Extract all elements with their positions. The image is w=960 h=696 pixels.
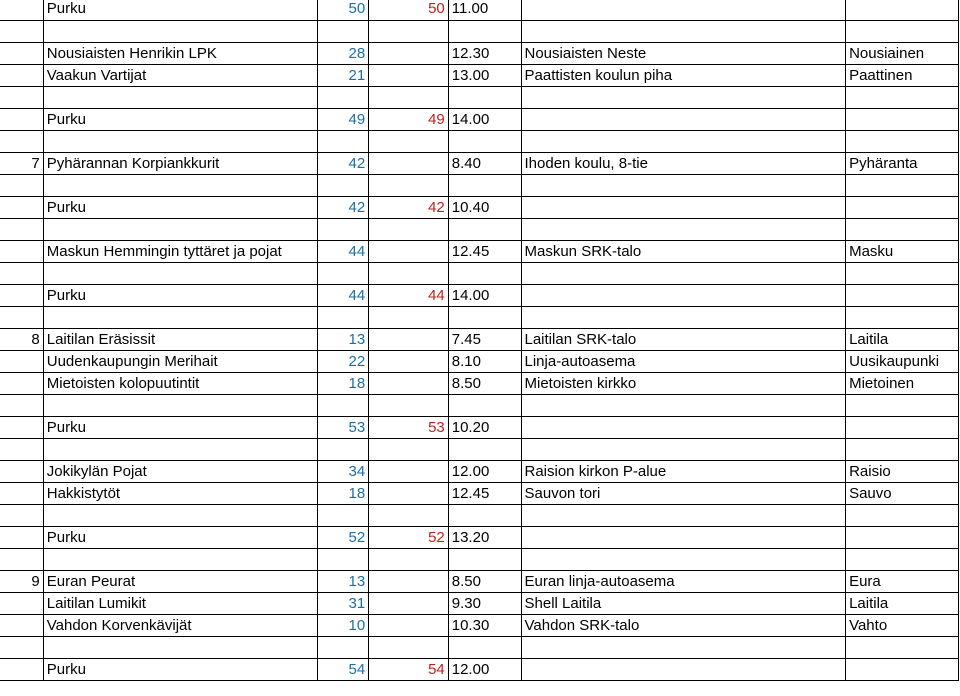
cell-number[interactable] [0, 505, 43, 527]
cell-location[interactable]: Euran linja-autoasema [521, 571, 846, 593]
cell-location[interactable] [521, 637, 846, 659]
table-row [0, 43, 959, 65]
cell-location[interactable] [521, 219, 846, 241]
cell-count[interactable] [318, 307, 369, 329]
cell-town[interactable] [846, 0, 959, 21]
cell-group-name[interactable] [43, 263, 318, 285]
table-row [0, 241, 959, 263]
cell-total[interactable]: 54 [369, 659, 449, 681]
cell-count[interactable]: 44 [318, 241, 369, 263]
cell-group-name[interactable]: Maskun Hemmingin tyttäret ja pojat [43, 241, 318, 263]
cell-time[interactable] [448, 131, 521, 153]
cell-total[interactable] [369, 351, 449, 373]
cell-group-name[interactable]: Euran Peurat [43, 571, 318, 593]
cell-count[interactable] [318, 395, 369, 417]
cell-total[interactable]: 50 [369, 0, 449, 21]
cell-total[interactable] [369, 549, 449, 571]
cell-time[interactable] [448, 549, 521, 571]
cell-total[interactable] [369, 615, 449, 637]
cell-total[interactable]: 42 [369, 197, 449, 219]
cell-town[interactable] [846, 285, 959, 307]
cell-group-name[interactable] [43, 395, 318, 417]
cell-town[interactable] [846, 505, 959, 527]
table-row [0, 505, 959, 527]
cell-total[interactable] [369, 637, 449, 659]
cell-total[interactable] [369, 329, 449, 351]
cell-total[interactable] [369, 241, 449, 263]
cell-total[interactable]: 44 [369, 285, 449, 307]
table-row [0, 351, 959, 373]
cell-town[interactable] [846, 659, 959, 681]
cell-time[interactable] [448, 21, 521, 43]
table-row [0, 615, 959, 637]
cell-group-name[interactable] [43, 87, 318, 109]
cell-location[interactable] [521, 197, 846, 219]
cell-town[interactable] [846, 549, 959, 571]
cell-time[interactable] [448, 87, 521, 109]
cell-count[interactable]: 44 [318, 285, 369, 307]
cell-location[interactable] [521, 0, 846, 21]
cell-time[interactable]: 11.00 [448, 0, 521, 21]
cell-group-name[interactable]: Mietoisten kolopuutintit [43, 373, 318, 395]
cell-time[interactable] [448, 395, 521, 417]
cell-number[interactable] [0, 43, 43, 65]
cell-location[interactable]: Mietoisten kirkko [521, 373, 846, 395]
cell-total[interactable] [369, 263, 449, 285]
cell-total[interactable] [369, 593, 449, 615]
cell-location[interactable] [521, 417, 846, 439]
cell-count[interactable] [318, 439, 369, 461]
cell-location[interactable] [521, 527, 846, 549]
cell-number[interactable] [0, 263, 43, 285]
cell-town[interactable] [846, 637, 959, 659]
cell-location[interactable] [521, 87, 846, 109]
cell-total[interactable] [369, 461, 449, 483]
cell-count[interactable]: 10 [318, 615, 369, 637]
cell-time[interactable]: 7.45 [448, 329, 521, 351]
cell-number[interactable] [0, 197, 43, 219]
cell-time[interactable]: 10.30 [448, 615, 521, 637]
cell-total[interactable] [369, 307, 449, 329]
cell-count[interactable]: 13 [318, 329, 369, 351]
cell-time[interactable] [448, 307, 521, 329]
cell-group-name[interactable]: Vahdon Korvenkävijät [43, 615, 318, 637]
table-row [0, 373, 959, 395]
cell-number[interactable] [0, 109, 43, 131]
cell-group-name[interactable] [43, 307, 318, 329]
cell-location[interactable]: Nousiaisten Neste [521, 43, 846, 65]
cell-town[interactable]: Vahto [846, 615, 959, 637]
cell-group-name[interactable] [43, 219, 318, 241]
cell-time[interactable]: 12.30 [448, 43, 521, 65]
cell-group-name[interactable] [43, 549, 318, 571]
cell-group-name[interactable]: Purku [43, 285, 318, 307]
cell-town[interactable]: Raisio [846, 461, 959, 483]
cell-count[interactable] [318, 549, 369, 571]
table-row [0, 417, 959, 439]
cell-location[interactable] [521, 395, 846, 417]
cell-group-name[interactable] [43, 131, 318, 153]
cell-total[interactable] [369, 175, 449, 197]
cell-location[interactable] [521, 505, 846, 527]
cell-number[interactable] [0, 0, 43, 21]
cell-time[interactable]: 8.50 [448, 373, 521, 395]
cell-number[interactable] [0, 65, 43, 87]
cell-count[interactable] [318, 263, 369, 285]
cell-count[interactable] [318, 505, 369, 527]
cell-time[interactable]: 10.40 [448, 197, 521, 219]
cell-number[interactable] [0, 373, 43, 395]
cell-group-name[interactable]: Laitilan Lumikit [43, 593, 318, 615]
cell-number[interactable] [0, 307, 43, 329]
cell-count[interactable]: 42 [318, 153, 369, 175]
cell-location[interactable] [521, 285, 846, 307]
cell-number[interactable] [0, 417, 43, 439]
cell-town[interactable]: Mietoinen [846, 373, 959, 395]
cell-town[interactable]: Paattinen [846, 65, 959, 87]
cell-town[interactable] [846, 219, 959, 241]
cell-town[interactable] [846, 417, 959, 439]
cell-location[interactable]: Sauvon tori [521, 483, 846, 505]
cell-number[interactable] [0, 549, 43, 571]
cell-count[interactable]: 31 [318, 593, 369, 615]
cell-count[interactable]: 18 [318, 373, 369, 395]
cell-town[interactable]: Uusikaupunki [846, 351, 959, 373]
table-row [0, 175, 959, 197]
cell-count[interactable] [318, 131, 369, 153]
cell-number[interactable] [0, 659, 43, 681]
cell-town[interactable]: Laitila [846, 593, 959, 615]
cell-town[interactable] [846, 395, 959, 417]
table-row [0, 109, 959, 131]
cell-group-name[interactable] [43, 505, 318, 527]
cell-group-name[interactable]: Purku [43, 0, 318, 21]
cell-time[interactable]: 13.00 [448, 65, 521, 87]
cell-time[interactable]: 12.00 [448, 461, 521, 483]
table-row [0, 659, 959, 681]
cell-time[interactable] [448, 505, 521, 527]
cell-town[interactable]: Masku [846, 241, 959, 263]
cell-town[interactable] [846, 87, 959, 109]
cell-total[interactable] [369, 571, 449, 593]
cell-location[interactable] [521, 131, 846, 153]
cell-number[interactable] [0, 219, 43, 241]
cell-total[interactable] [369, 153, 449, 175]
table-row [0, 395, 959, 417]
table-row [0, 263, 959, 285]
cell-group-name[interactable]: Uudenkaupungin Merihait [43, 351, 318, 373]
cell-count[interactable]: 28 [318, 43, 369, 65]
table-row [0, 439, 959, 461]
cell-town[interactable] [846, 527, 959, 549]
cell-count[interactable] [318, 219, 369, 241]
cell-total[interactable] [369, 43, 449, 65]
cell-group-name[interactable]: Laitilan Eräsissit [43, 329, 318, 351]
cell-location[interactable]: Laitilan SRK-talo [521, 329, 846, 351]
cell-number[interactable] [0, 285, 43, 307]
cell-count[interactable] [318, 637, 369, 659]
cell-count[interactable]: 49 [318, 109, 369, 131]
cell-count[interactable] [318, 21, 369, 43]
table-row [0, 0, 959, 21]
cell-location[interactable] [521, 549, 846, 571]
cell-number[interactable] [0, 461, 43, 483]
cell-location[interactable]: Maskun SRK-talo [521, 241, 846, 263]
cell-time[interactable] [448, 439, 521, 461]
cell-group-name[interactable] [43, 439, 318, 461]
table-row [0, 131, 959, 153]
cell-number[interactable]: 7 [0, 153, 43, 175]
table-row [0, 153, 959, 175]
cell-town[interactable]: Nousiainen [846, 43, 959, 65]
cell-group-name[interactable]: Purku [43, 527, 318, 549]
cell-group-name[interactable]: Purku [43, 109, 318, 131]
table-row [0, 197, 959, 219]
table-row [0, 219, 959, 241]
cell-total[interactable] [369, 87, 449, 109]
cell-location[interactable] [521, 109, 846, 131]
cell-count[interactable] [318, 87, 369, 109]
cell-number[interactable] [0, 21, 43, 43]
cell-location[interactable] [521, 307, 846, 329]
cell-total[interactable]: 53 [369, 417, 449, 439]
cell-count[interactable] [318, 175, 369, 197]
cell-number[interactable] [0, 439, 43, 461]
cell-group-name[interactable]: Purku [43, 197, 318, 219]
cell-total[interactable]: 49 [369, 109, 449, 131]
cell-total[interactable] [369, 505, 449, 527]
cell-number[interactable] [0, 483, 43, 505]
table-row [0, 461, 959, 483]
cell-location[interactable] [521, 21, 846, 43]
cell-time[interactable]: 13.20 [448, 527, 521, 549]
cell-total[interactable] [369, 219, 449, 241]
cell-number[interactable] [0, 395, 43, 417]
cell-town[interactable] [846, 131, 959, 153]
cell-time[interactable]: 14.00 [448, 285, 521, 307]
cell-count[interactable]: 53 [318, 417, 369, 439]
cell-number[interactable] [0, 175, 43, 197]
cell-location[interactable]: Linja-autoasema [521, 351, 846, 373]
cell-group-name[interactable]: Nousiaisten Henrikin LPK [43, 43, 318, 65]
cell-total[interactable] [369, 21, 449, 43]
cell-total[interactable] [369, 131, 449, 153]
cell-town[interactable] [846, 439, 959, 461]
cell-number[interactable]: 9 [0, 571, 43, 593]
cell-town[interactable] [846, 109, 959, 131]
table-row [0, 21, 959, 43]
cell-count[interactable]: 18 [318, 483, 369, 505]
cell-town[interactable] [846, 197, 959, 219]
cell-time[interactable] [448, 175, 521, 197]
cell-number[interactable] [0, 87, 43, 109]
cell-town[interactable] [846, 175, 959, 197]
cell-total[interactable] [369, 373, 449, 395]
table-row [0, 637, 959, 659]
cell-town[interactable]: Sauvo [846, 483, 959, 505]
cell-town[interactable]: Pyhäranta [846, 153, 959, 175]
cell-count[interactable]: 42 [318, 197, 369, 219]
cell-count[interactable]: 21 [318, 65, 369, 87]
cell-count[interactable]: 52 [318, 527, 369, 549]
cell-location[interactable]: Ihoden koulu, 8-tie [521, 153, 846, 175]
cell-number[interactable] [0, 351, 43, 373]
table-row [0, 549, 959, 571]
cell-location[interactable] [521, 263, 846, 285]
cell-group-name[interactable]: Jokikylän Pojat [43, 461, 318, 483]
table-row [0, 593, 959, 615]
cell-time[interactable]: 8.50 [448, 571, 521, 593]
cell-time[interactable]: 12.45 [448, 483, 521, 505]
cell-time[interactable]: 9.30 [448, 593, 521, 615]
cell-group-name[interactable] [43, 637, 318, 659]
table-row [0, 329, 959, 351]
cell-total[interactable] [369, 439, 449, 461]
cell-town[interactable]: Eura [846, 571, 959, 593]
cell-time[interactable] [448, 263, 521, 285]
cell-group-name[interactable] [43, 175, 318, 197]
cell-town[interactable]: Laitila [846, 329, 959, 351]
cell-count[interactable]: 54 [318, 659, 369, 681]
cell-group-name[interactable] [43, 21, 318, 43]
table-row [0, 571, 959, 593]
table-row [0, 87, 959, 109]
cell-location[interactable]: Paattisten koulun piha [521, 65, 846, 87]
cell-number[interactable] [0, 593, 43, 615]
cell-time[interactable] [448, 219, 521, 241]
table-row [0, 527, 959, 549]
cell-time[interactable] [448, 637, 521, 659]
cell-location[interactable]: Vahdon SRK-talo [521, 615, 846, 637]
cell-total[interactable] [369, 483, 449, 505]
cell-number[interactable] [0, 615, 43, 637]
cell-time[interactable]: 8.40 [448, 153, 521, 175]
cell-town[interactable] [846, 263, 959, 285]
cell-number[interactable] [0, 131, 43, 153]
cell-time[interactable]: 12.45 [448, 241, 521, 263]
cell-location[interactable] [521, 175, 846, 197]
table-row [0, 483, 959, 505]
table-row [0, 65, 959, 87]
cell-total[interactable] [369, 395, 449, 417]
cell-time[interactable]: 12.00 [448, 659, 521, 681]
cell-town[interactable] [846, 307, 959, 329]
cell-time[interactable]: 8.10 [448, 351, 521, 373]
cell-number[interactable]: 8 [0, 329, 43, 351]
cell-group-name[interactable]: Pyhärannan Korpiankkurit [43, 153, 318, 175]
table-row [0, 285, 959, 307]
cell-location[interactable]: Shell Laitila [521, 593, 846, 615]
cell-time[interactable]: 10.20 [448, 417, 521, 439]
cell-group-name[interactable]: Purku [43, 659, 318, 681]
cell-count[interactable]: 50 [318, 0, 369, 21]
cell-count[interactable]: 22 [318, 351, 369, 373]
cell-town[interactable] [846, 21, 959, 43]
cell-count[interactable]: 13 [318, 571, 369, 593]
cell-group-name[interactable]: Purku [43, 417, 318, 439]
cell-time[interactable]: 14.00 [448, 109, 521, 131]
cell-count[interactable]: 34 [318, 461, 369, 483]
cell-group-name[interactable]: Vaakun Vartijat [43, 65, 318, 87]
cell-number[interactable] [0, 637, 43, 659]
cell-total[interactable]: 52 [369, 527, 449, 549]
cell-group-name[interactable]: Hakkistytöt [43, 483, 318, 505]
cell-total[interactable] [369, 65, 449, 87]
cell-number[interactable] [0, 241, 43, 263]
table-row [0, 307, 959, 329]
cell-location[interactable]: Raision kirkon P-alue [521, 461, 846, 483]
cell-number[interactable] [0, 527, 43, 549]
cell-location[interactable] [521, 659, 846, 681]
cell-location[interactable] [521, 439, 846, 461]
